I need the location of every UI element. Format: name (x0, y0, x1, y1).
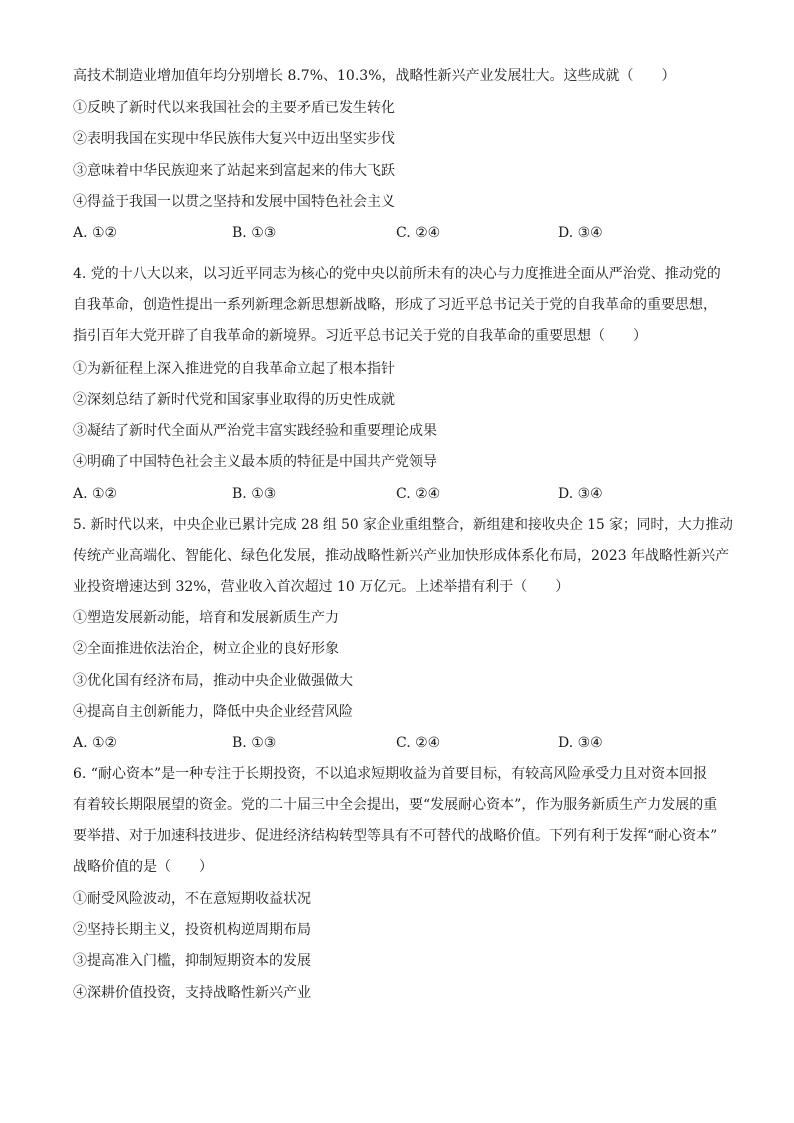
q4-options (73, 485, 733, 503)
q3-item-2: ②表明我国在实现中华民族伟大复兴中迈出坚实步伐 (73, 131, 395, 147)
q4-item-2: ②深刻总结了新时代党和国家事业取得的历史性成就 (73, 392, 395, 408)
q6-stem-line-4: 战略价值的是（ ） (73, 859, 213, 875)
q4-item-1: ①为新征程上深入推进党的自我革命立起了根本指针 (73, 361, 395, 377)
q3-stem-tail: 高技术制造业增加值年均分别增长 8.7%、10.3%，战略性新兴产业发展壮大。这些成就（ ） (73, 68, 676, 84)
q4-option-b: B. ①③ (232, 486, 277, 502)
q3-option-d: D. ③④ (558, 225, 603, 241)
q5-stem-line-3: 业投资增速达到 32%，营业收入首次超过 10 万亿元。上述举措有利于（ ） (73, 579, 570, 595)
q5-option-c: C. ②④ (396, 735, 441, 751)
q6-stem-line-3: 要举措、对于加速科技进步、促进经济结构转型等具有不可替代的战略价值。下列有利于发挥“耐心资本” (73, 828, 718, 844)
q6-stem-line-2: 有着较长期限展望的资金。党的二十届三中全会提出，要“发展耐心资本”，作为服务新质生产力发展的重 (73, 797, 718, 813)
q5-item-3: ③优化国有经济布局，推动中央企业做强做大 (73, 673, 353, 689)
q4-stem-line-2: 自我革命，创造性提出一系列新理念新思想新战略，形成了习近平总书记关于党的自我革命的重要思想， (73, 297, 717, 313)
q5-item-4: ④提高自主创新能力，降低中央企业经营风险 (73, 704, 353, 720)
q6-stem-line-1: 6. “耐心资本”是一种专注于长期投资，不以追求短期收益为首要目标，有较高风险承受力且对资本回报 (73, 766, 708, 782)
q5-stem-line-2: 传统产业高端化、智能化、绿色化发展，推动战略性新兴产业加快形成体系化布局，2023 年战略性新兴产 (73, 548, 730, 564)
q4-option-d: D. ③④ (558, 486, 603, 502)
q4-option-a: A. ①② (73, 486, 118, 502)
q4-stem-line-3: 指引百年大党开辟了自我革命的新境界。习近平总书记关于党的自我革命的重要思想（ ） (73, 328, 647, 344)
q5-item-1: ①塑造发展新动能，培育和发展新质生产力 (73, 610, 339, 626)
q3-item-4: ④得益于我国一以贯之坚持和发展中国特色社会主义 (73, 194, 395, 210)
q4-item-4: ④明确了中国特色社会主义最本质的特征是中国共产党领导 (73, 454, 437, 470)
q3-option-a: A. ①② (73, 225, 118, 241)
q3-option-c: C. ②④ (396, 225, 441, 241)
q4-item-3: ③凝结了新时代全面从严治党丰富实践经验和重要理论成果 (73, 423, 437, 439)
q6-item-3: ③提高准入门槛，抑制短期资本的发展 (73, 953, 311, 969)
q3-item-1: ①反映了新时代以来我国社会的主要矛盾已发生转化 (73, 100, 395, 116)
q3-item-3: ③意味着中华民族迎来了站起来到富起来的伟大飞跃 (73, 163, 395, 179)
q6-item-4: ④深耕价值投资，支持战略性新兴产业 (73, 985, 311, 1001)
q5-options (73, 734, 733, 752)
q3-option-b: B. ①③ (232, 225, 277, 241)
q5-option-a: A. ①② (73, 735, 118, 751)
q4-option-c: C. ②④ (396, 486, 441, 502)
q5-option-d: D. ③④ (558, 735, 603, 751)
q3-options (73, 224, 733, 242)
q6-item-2: ②坚持长期主义，投资机构逆周期布局 (73, 922, 311, 938)
q5-item-2: ②全面推进依法治企，树立企业的良好形象 (73, 641, 339, 657)
q5-option-b: B. ①③ (232, 735, 277, 751)
q5-stem-line-1: 5. 新时代以来，中央企业已累计完成 28 组 50 家企业重组整合，新组建和接收央企 15 家；同时，大力推动 (73, 517, 733, 533)
q6-item-1: ①耐受风险波动，不在意短期收益状况 (73, 891, 311, 907)
q4-stem-line-1: 4. 党的十八大以来，以习近平同志为核心的党中央以前所未有的决心与力度推进全面从严治党、推动党的 (73, 266, 721, 282)
